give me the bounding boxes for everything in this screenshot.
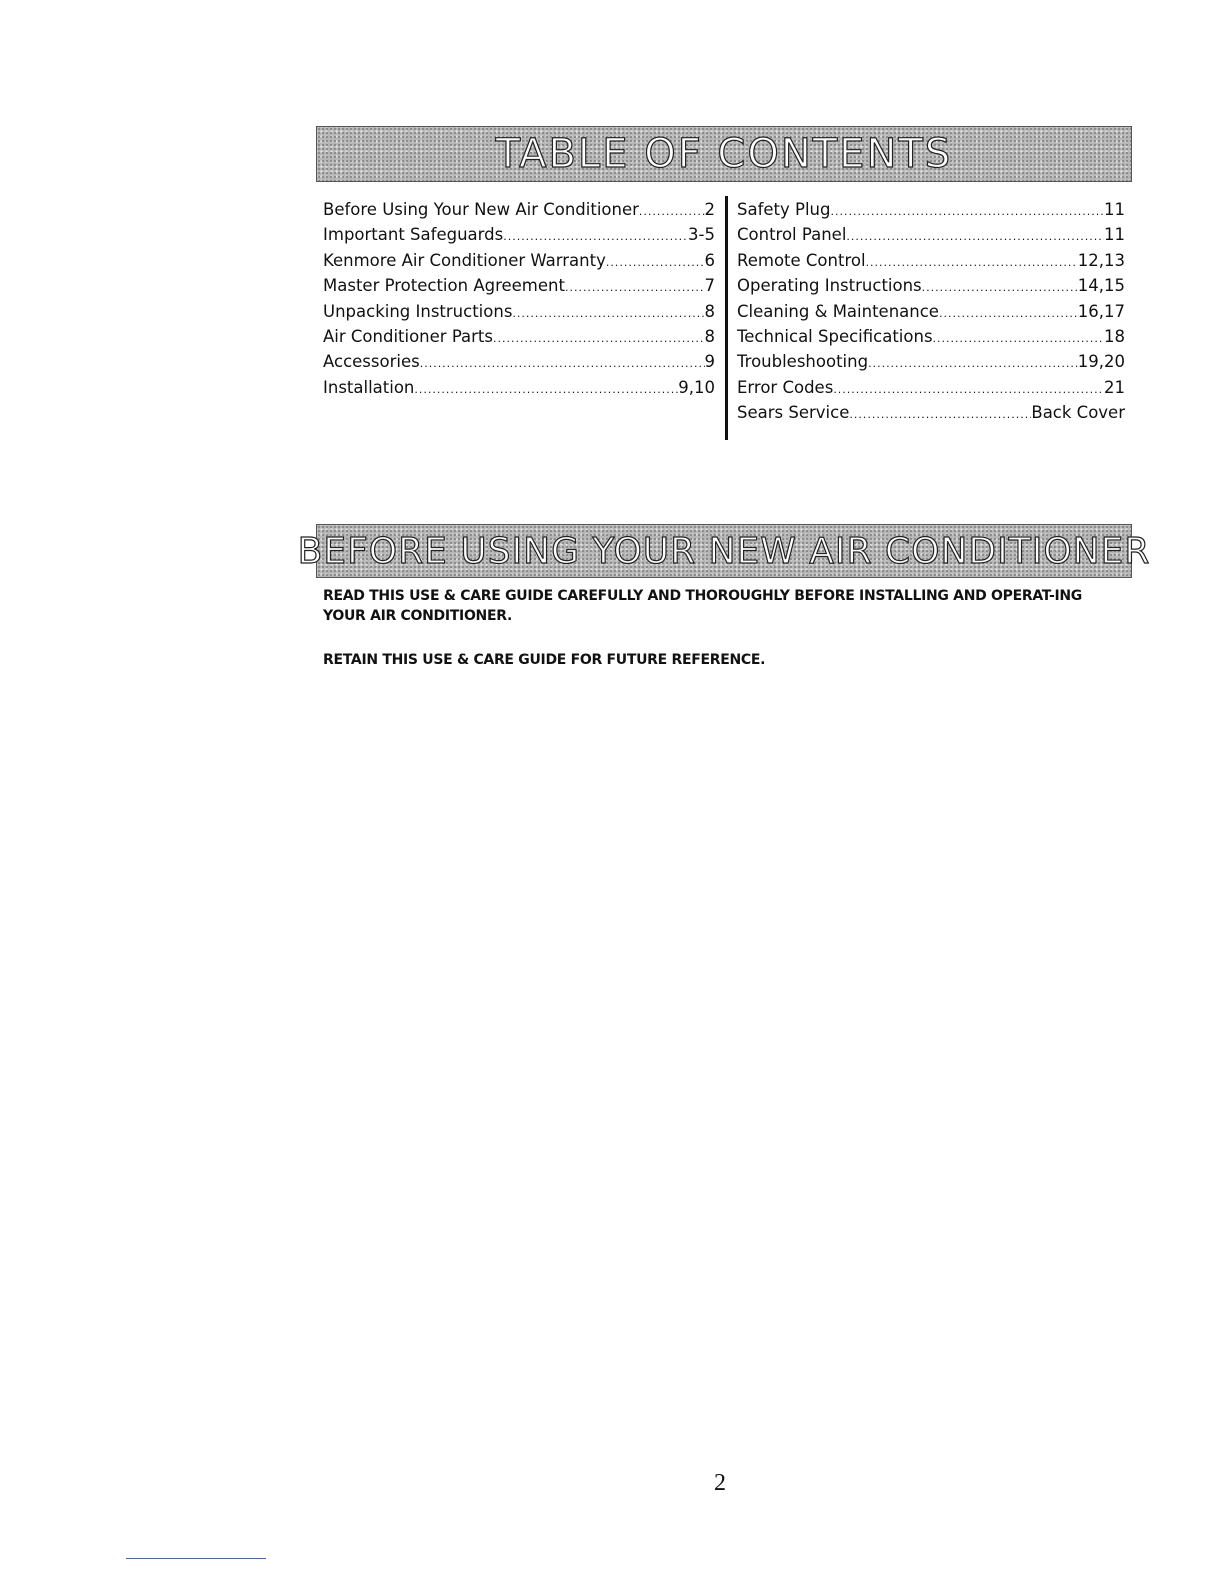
toc-entry[interactable] (737, 198, 1125, 223)
toc-entry-title: Troubleshooting (737, 352, 869, 372)
toc-entry-title: Kenmore Air Conditioner Warranty (323, 250, 606, 270)
toc-entry[interactable] (323, 376, 715, 401)
toc-entry-page: 11 (1104, 200, 1125, 219)
toc-leader (606, 251, 705, 274)
toc-entry-title: Before Using Your New Air Conditioner (323, 200, 639, 219)
toc-entry-title: Safety Plug (737, 200, 831, 219)
toc-entry[interactable] (323, 198, 715, 223)
toc-leader (414, 378, 678, 401)
toc-entry-page: 21 (1104, 377, 1125, 397)
toc-entry-title: Unpacking Instructions (323, 301, 513, 321)
toc-heading-banner (316, 126, 1132, 182)
section-heading: BEFORE USING YOUR NEW AIR CONDITIONER (297, 530, 1151, 572)
toc-entry[interactable] (323, 223, 715, 248)
toc-leader (833, 378, 1104, 401)
toc-leader (503, 225, 688, 248)
toc-leader (420, 352, 705, 375)
toc-entry-title: Installation (323, 377, 415, 397)
toc-entry-title: Accessories (323, 352, 420, 372)
toc-entry-title: Operating Instructions (737, 276, 922, 296)
toc-entry-title: Air Conditioner Parts (323, 327, 493, 347)
toc-entry-page: Back Cover (1031, 403, 1125, 423)
toc-entry-title: Master Protection Agreement (323, 276, 565, 296)
toc-entry-page: 8 (704, 327, 715, 347)
toc-leader (565, 276, 705, 299)
toc-entry-page: 9,10 (678, 377, 715, 397)
toc-entry[interactable] (737, 350, 1125, 375)
toc-entry-page: 6 (704, 250, 715, 270)
toc-entry[interactable] (323, 350, 715, 375)
toc-entry-page: 11 (1104, 225, 1125, 245)
toc-leader (922, 276, 1078, 299)
toc-entry[interactable] (737, 401, 1125, 426)
toc-entry-title: Technical Specifications (737, 327, 933, 347)
toc-entry-page: 16,17 (1077, 301, 1125, 321)
toc-entry[interactable] (737, 274, 1125, 299)
retain-paragraph: RETAIN THIS USE & CARE GUIDE FOR FUTURE REFERENCE. (323, 652, 766, 668)
toc-entry-page: 12,13 (1077, 250, 1125, 270)
toc-leader (868, 352, 1078, 375)
toc-divider (725, 196, 728, 440)
toc-leader (512, 302, 704, 325)
toc-entry-page: 7 (704, 276, 715, 296)
toc-entry-page: 9 (704, 352, 715, 372)
toc-entry[interactable] (323, 274, 715, 299)
toc-entry-title: Error Codes (737, 377, 834, 397)
toc-entry-title: Important Safeguards (323, 225, 504, 245)
toc-leader (849, 403, 1031, 426)
toc-entry[interactable] (737, 223, 1125, 248)
toc-right-column (737, 198, 1125, 427)
toc-entry[interactable] (737, 325, 1125, 350)
toc-leader (939, 302, 1078, 325)
toc-entry[interactable] (737, 376, 1125, 401)
page-number: 2 (714, 1470, 726, 1496)
toc-left-column (323, 198, 715, 401)
instruction-paragraph: READ THIS USE & CARE GUIDE CAREFULLY AND THOROUGHLY BEFORE INSTALLING AND OPERAT-ING YOUR AIR CONDITIONER. (323, 588, 1082, 624)
toc-entry-title: Control Panel (737, 225, 847, 245)
toc-entry[interactable] (323, 249, 715, 274)
toc-entry-page: 8 (704, 301, 715, 321)
toc-entry-page: 19,20 (1077, 352, 1125, 372)
toc-entry-page: 14,15 (1077, 276, 1125, 296)
toc-heading: TABLE OF CONTENTS (495, 131, 953, 177)
footer-rule (126, 1558, 266, 1559)
toc-entry-page: 3-5 (688, 225, 715, 245)
toc-entry[interactable] (737, 300, 1125, 325)
toc-leader (846, 225, 1104, 248)
toc-entry-page: 18 (1104, 327, 1125, 347)
toc-leader (933, 327, 1104, 350)
toc-entry[interactable] (323, 325, 715, 350)
toc-entry[interactable] (737, 249, 1125, 274)
toc-leader (831, 200, 1105, 223)
toc-entry-title: Cleaning & Maintenance (737, 301, 939, 321)
toc-entry-page: 2 (704, 200, 715, 219)
toc-entry-title: Sears Service (737, 403, 850, 423)
toc-entry[interactable] (323, 300, 715, 325)
toc-leader (639, 200, 705, 223)
toc-leader (866, 251, 1078, 274)
section-heading-banner (297, 524, 1151, 578)
toc-leader (493, 327, 705, 350)
toc-entry-title: Remote Control (737, 250, 866, 270)
